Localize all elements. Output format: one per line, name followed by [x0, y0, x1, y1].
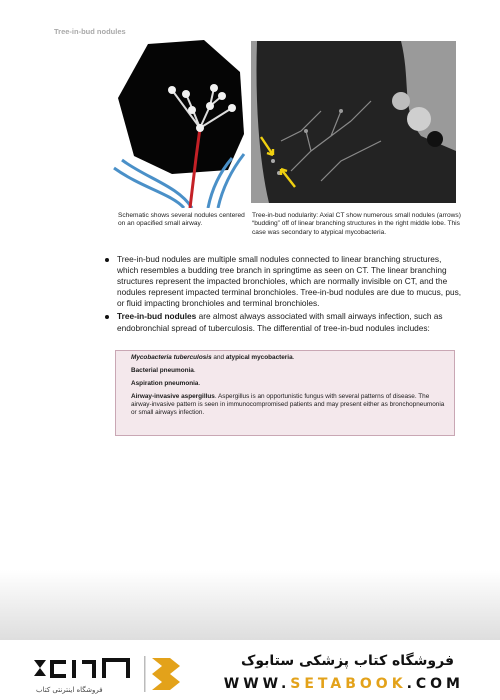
vessel: [407, 107, 431, 131]
bullet-list: [104, 254, 464, 336]
schematic-caption: Schematic shows several nodules centered on an opacified small airway.: [118, 212, 245, 228]
schematic-octagon: [118, 40, 244, 174]
vessel: [392, 92, 410, 110]
logo-tagline: فروشگاه اینترنتی کتاب: [36, 686, 103, 694]
nodule: [228, 104, 236, 112]
nodule: [206, 102, 214, 110]
ct-image: [251, 41, 456, 203]
bullet-item: Tree-in-bud nodules are almost always associated with small airways infection, such as endobronchial spread of tuberculosis. The differential of tree-in-bud nodules includes:: [104, 311, 464, 333]
bullet-item: Tree-in-bud nodules are multiple small nodules connected to linear branching structures, which resembles a budding tree branch in springtime as seen on CT. The linear branching structures represent the impacted bronchioles, which are normally invisible on CT, and the nodules represent impacted terminal bronchioles. Tree-in-bud nodules are due to mucus, pus, or fluid impacting bronchioles and terminal bronchioles.: [104, 254, 464, 309]
nodule: [182, 90, 190, 98]
differential-item: Aspiration pneumonia.: [131, 380, 201, 387]
page-shadow: [0, 570, 500, 640]
differential-item: Bacterial pneumonia.: [131, 367, 196, 374]
nodule: [304, 129, 308, 133]
ct-caption: Tree-in-bud nodularity: Axial CT show numerous small nodules (arrows) “budding” off of linear branching structures in the right middle lobe. This case was secondary to atypical mycobacteria.: [252, 212, 461, 236]
nodule: [271, 159, 275, 163]
nodule: [339, 109, 343, 113]
airway-lumen: [427, 131, 443, 147]
nodule: [168, 86, 176, 94]
differential-item: Airway-invasive aspergillus. Aspergillus is an opportunistic fungus with several patterns of disease. The airway-invasive pattern is seen in immunocompromised patients and may present either as bronchopneumonia or small airways infection.: [131, 393, 445, 416]
store-name: فروشگاه کتاب پزشکی ستابوک: [241, 653, 454, 669]
nodule: [218, 92, 226, 100]
store-url[interactable]: WWW.SETABOOK.COM: [223, 676, 464, 692]
logo-divider: [144, 656, 146, 692]
differential-item: Mycobacteria tuberculosis and atypical mycobacteria.: [131, 354, 295, 361]
nodule: [196, 124, 204, 132]
schematic-figure: [112, 38, 248, 208]
logo-wordmark: [34, 658, 130, 678]
section-heading: Tree-in-bud nodules: [54, 27, 126, 36]
nodule: [210, 84, 218, 92]
logo-chevrons: [152, 658, 180, 690]
differential-box: [115, 350, 455, 436]
nodule: [188, 106, 196, 114]
